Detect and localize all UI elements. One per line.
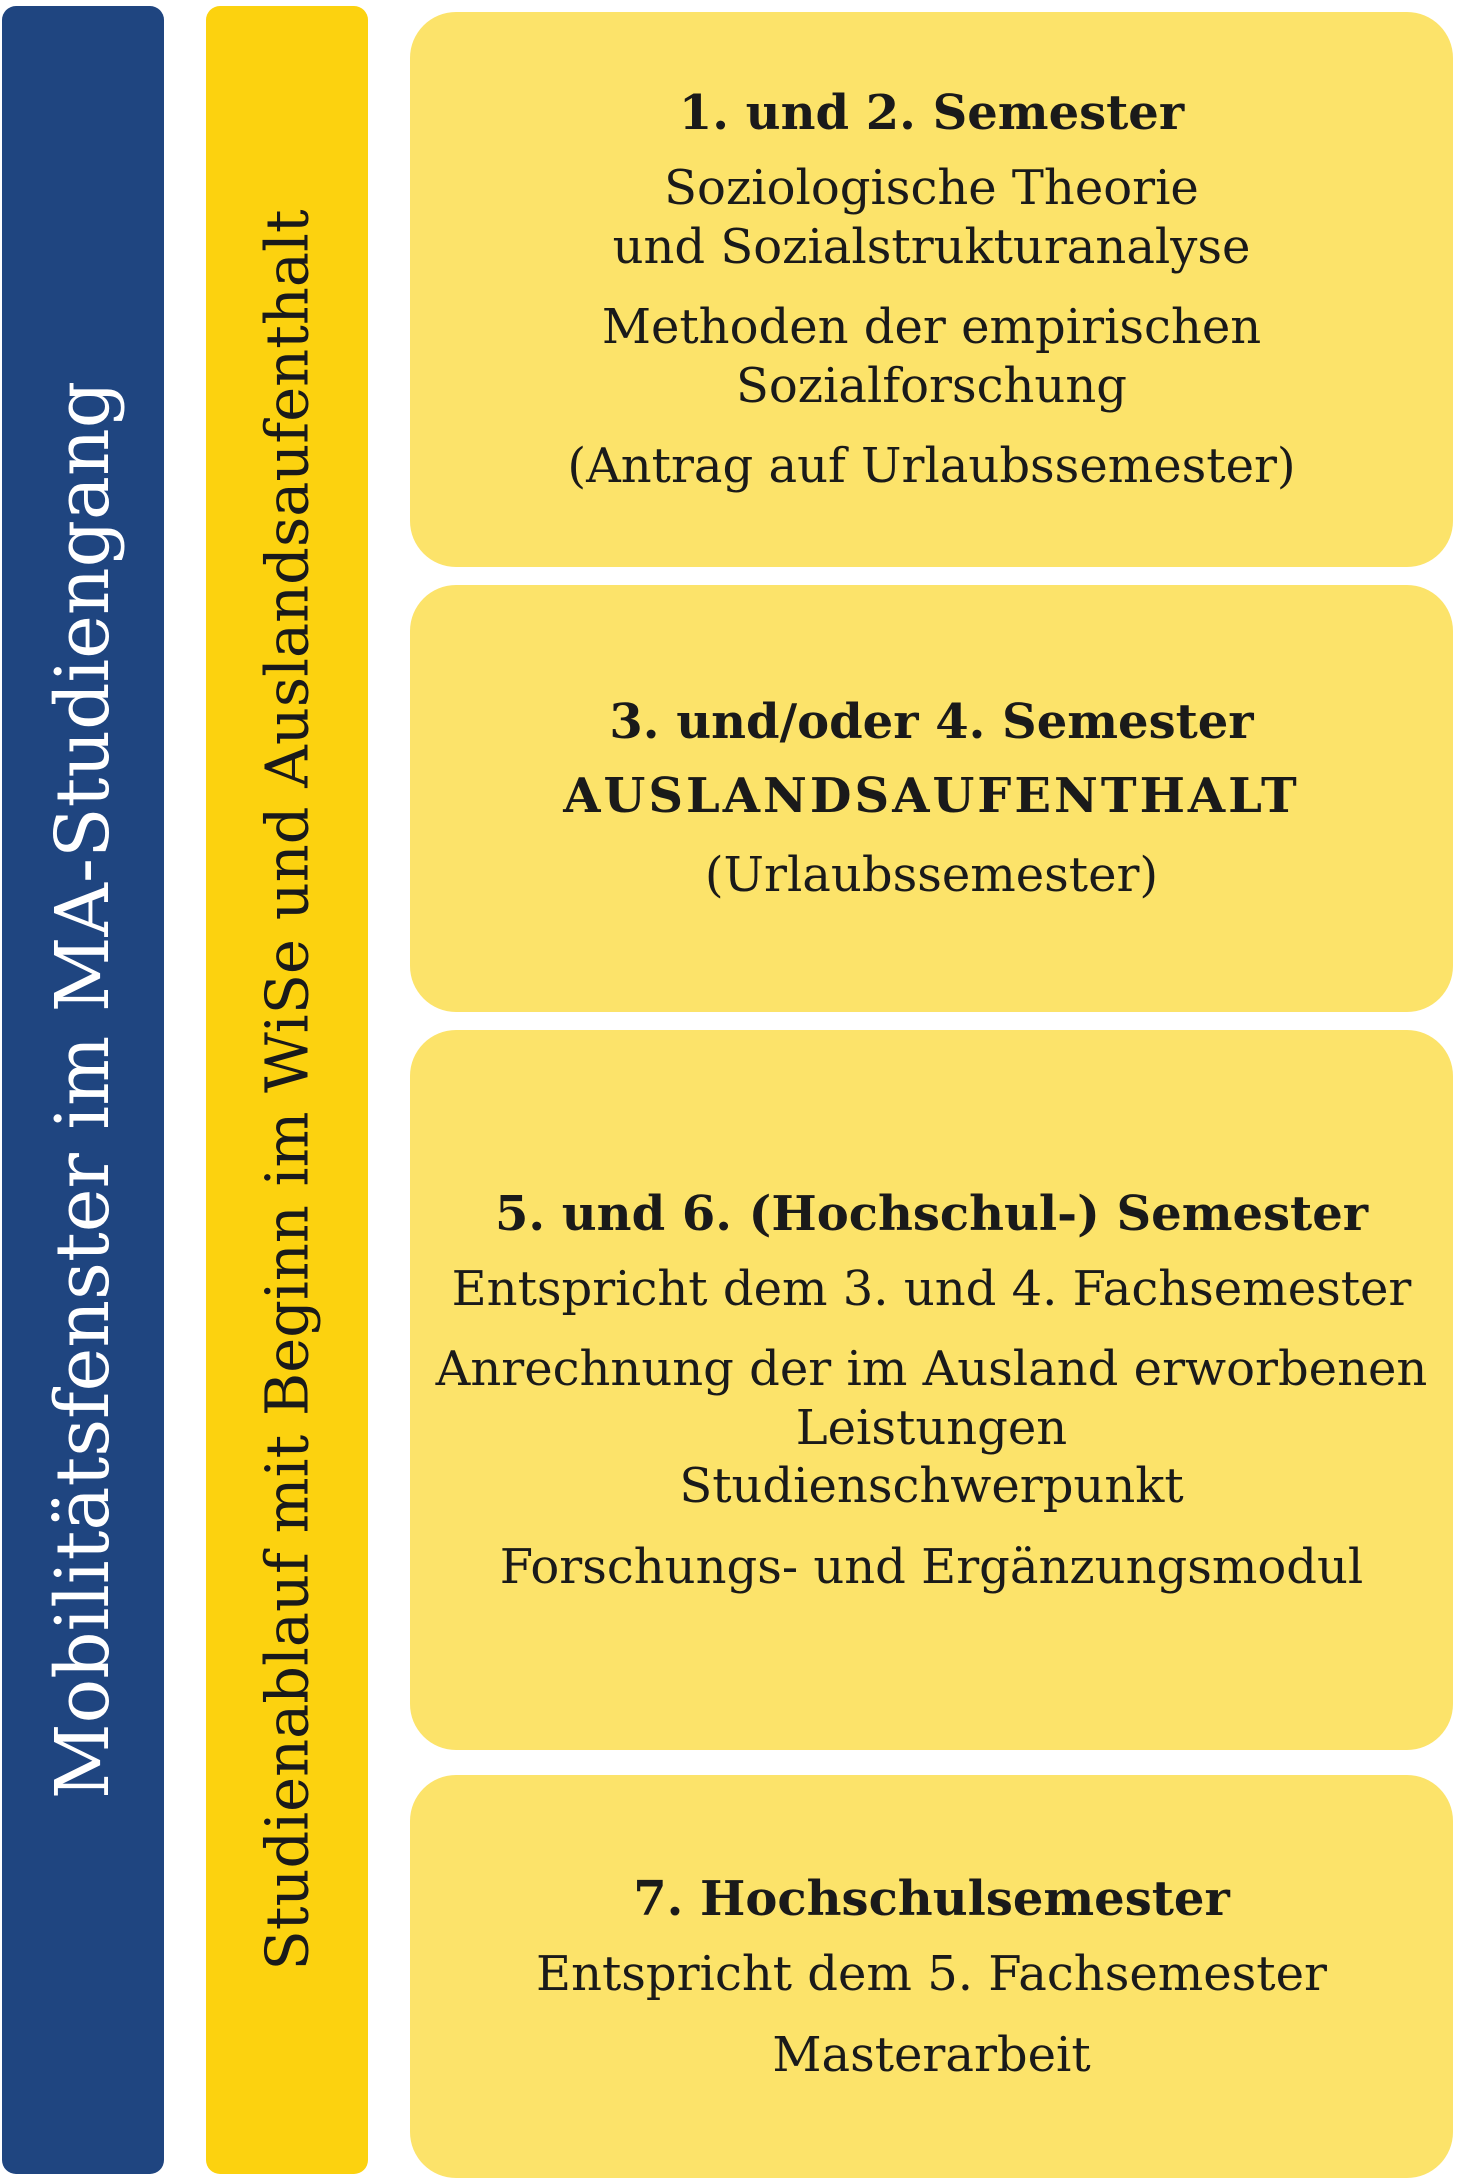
study-sequence-label: Studienablauf mit Beginn im WiSe und Auslandsaufenthalt [252, 209, 322, 1971]
master-thesis: Masterarbeit [772, 2026, 1091, 2083]
mobility-window-bar [2, 6, 164, 2174]
leave-application-note: (Antrag auf Urlaubssemester) [567, 438, 1296, 495]
semester-box-title: 3. und/oder 4. Semester [609, 694, 1254, 751]
subject-semester-equivalence: Entspricht dem 3. und 4. Fachsemester [451, 1260, 1412, 1317]
semester-box-5-6 [410, 1030, 1453, 1750]
semester-box-1-2 [410, 12, 1453, 567]
leave-semester-note: (Urlaubssemester) [704, 847, 1159, 904]
study-sequence-bar [206, 6, 368, 2174]
module-methods: Methoden der empirischen Sozialforschung [601, 299, 1262, 414]
semester-box-7 [410, 1775, 1453, 2178]
mobility-window-label: Mobilitätsfenster im MA-Studiengang [40, 380, 126, 1800]
research-module: Forschungs- und Ergänzungsmodul [499, 1538, 1364, 1595]
semester-box-title: 7. Hochschulsemester [633, 1870, 1230, 1927]
credit-transfer-and-focus: Anrechnung der im Ausland erworbenen Leistungen Studienschwerpunkt [435, 1341, 1428, 1515]
semester-box-title: 1. und 2. Semester [678, 85, 1185, 142]
abroad-stay-label: AUSLANDSAUFENTHALT [563, 768, 1300, 825]
subject-semester-equivalence: Entspricht dem 5. Fachsemester [536, 1945, 1327, 2002]
semester-box-3-4 [410, 585, 1453, 1012]
semester-box-title: 5. und 6. (Hochschul-) Semester [494, 1185, 1369, 1242]
module-theory: Soziologische Theorie und Sozialstrukturanalyse [612, 160, 1251, 275]
